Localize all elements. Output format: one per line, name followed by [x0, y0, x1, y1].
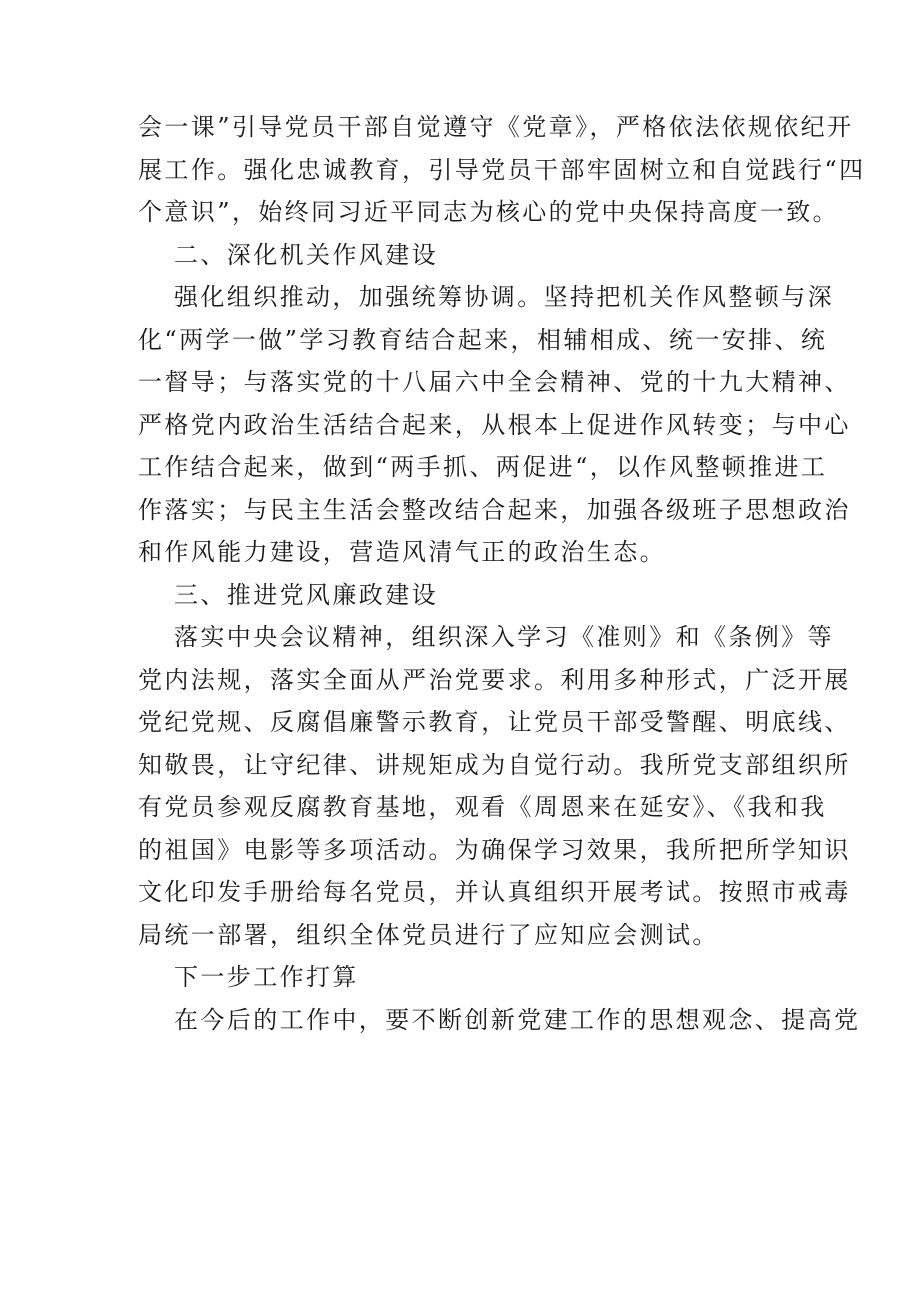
- text-line: 知敬畏，让守纪律、讲规矩成为自觉行动。我所党支部组织所: [138, 750, 851, 779]
- text-line: 一督导；与落实党的十八届六中全会精神、党的十九大精神、: [138, 368, 851, 396]
- text-line: 会一课”引导党员干部自觉遵守《党章》，严格依法依规依纪开: [138, 113, 854, 141]
- paragraph-start-line: 二、深化机关作风建设: [174, 240, 438, 269]
- text-line: 工作结合起来，做到“两手抓、两促进“，以作风整顿推进工: [138, 453, 828, 481]
- text-line: 作落实；与民主生活会整改结合起来，加强各级班子思想政治: [138, 495, 851, 524]
- paragraph-start-line: 强化组织推动，加强统筹协调。坚持把机关作风整顿与深: [174, 283, 834, 311]
- paragraph-start-line: 下一步工作打算: [174, 963, 359, 991]
- text-line: 局统一部署，组织全体党员进行了应知应会测试。: [138, 920, 719, 949]
- text-line: 化“两学一做”学习教育结合起来，相辅相成、统一安排、统: [138, 325, 828, 354]
- text-line: 党内法规，落实全面从严治党要求。利用多种形式，广泛开展: [138, 665, 851, 694]
- text-line: 严格党内政治生活结合起来，从根本上促进作风转变；与中心: [138, 410, 851, 439]
- text-line: 党纪党规、反腐倡廉警示教育，让党员干部受警醒、明底线、: [138, 708, 851, 736]
- paragraph-start-line: 落实中央会议精神，组织深入学习《准则》和《条例》等: [174, 623, 834, 651]
- text-line: 的祖国》电影等多项活动。为确保学习效果，我所把所学知识: [138, 835, 851, 864]
- text-line: 有党员参观反腐教育基地，观看《周恩来在延安》、《我和我: [138, 793, 827, 821]
- text-line: 文化印发手册给每名党员，并认真组织开展考试。按照市戒毒: [138, 878, 851, 906]
- text-line: 展工作。强化忠诚教育，引导党员干部牢固树立和自觉践行“四: [138, 155, 866, 184]
- paragraph-start-line: 三、推进党风廉政建设: [174, 580, 438, 609]
- text-line: 个意识”，始终同习近平同志为核心的党中央保持高度一致。: [138, 198, 840, 226]
- text-line: 和作风能力建设，营造风清气正的政治生态。: [138, 538, 666, 566]
- paragraph-start-line: 在今后的工作中，要不断创新党建工作的思想观念、提高党: [174, 1005, 861, 1034]
- document-body: [138, 106, 866, 1041]
